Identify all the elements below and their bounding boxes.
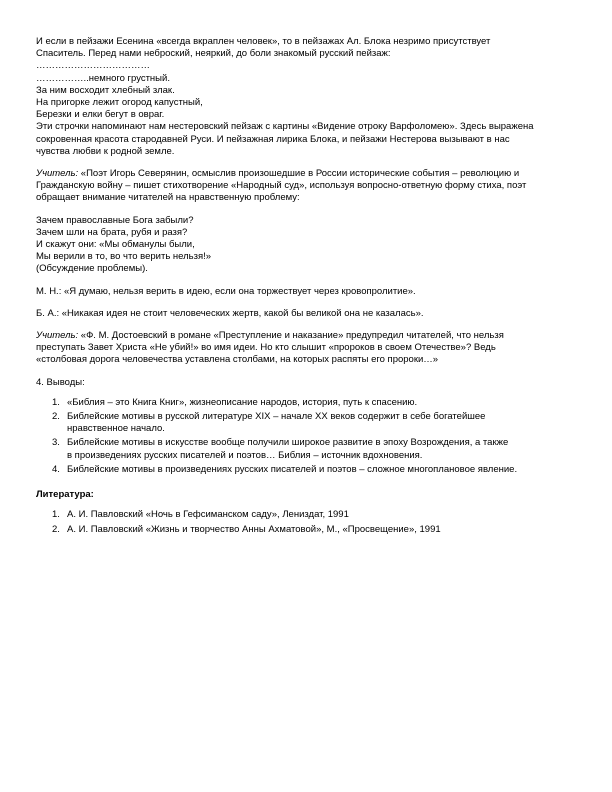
- intro-paragraph: [36, 36, 576, 158]
- list-item: [36, 437, 576, 461]
- list-item: [36, 411, 576, 435]
- poem-line: Зачем православные Бога забыли?: [36, 214, 194, 226]
- mn-statement: М. Н.: «Я думаю, нельзя верить в идею, если она торжествует через кровопролитие».: [36, 285, 416, 297]
- list-text: Библейские мотивы в произведениях русских писателей и поэтов – сложное многоплановое явление.: [67, 463, 518, 475]
- list-number: 1.: [52, 509, 60, 521]
- document-page: [36, 36, 576, 538]
- list-number: 2.: [52, 523, 60, 535]
- poem-block: [36, 215, 576, 276]
- literature-title: Литература:: [36, 489, 94, 501]
- text-line: ……………..немного грустный.: [36, 72, 170, 84]
- poem-line: (Обсуждение проблемы).: [36, 263, 148, 275]
- ba-statement: Б. А.: «Никакая идея не стоит человеческих жертв, какой бы великой она не казалась».: [36, 307, 424, 319]
- list-text: нравственное начало.: [67, 423, 165, 435]
- conclusions-list: [36, 397, 576, 476]
- list-item: [36, 524, 576, 536]
- list-item: [36, 464, 576, 476]
- text-line: преступать Завет Христа «Не убий!» во имя идеи. Но кто слышит «пророков в своем Отечестве»? Ведь: [36, 342, 496, 354]
- list-number: 2.: [52, 411, 60, 423]
- list-text: Библейские мотивы в русской литературе XIX – начале XX веков содержит в себе богатейшее: [67, 411, 486, 423]
- text-line: И если в пейзажи Есенина «всегда вкраплен человек», то в пейзажах Ал. Блока незримо присутствует: [36, 36, 491, 47]
- list-text: «Библия – это Книга Книг», жизнеописание народов, история, путь к спасению.: [67, 396, 418, 408]
- text-line: обращает внимание читателей на нравственную проблему:: [36, 192, 300, 204]
- text-line: Эти строчки напоминают нам нестеровский пейзаж с картины «Видение отроку Варфоломею». Здесь выражена: [36, 121, 534, 133]
- text-line: сокровенная красота стародавней Руси. И пейзажная лирика Блока, и пейзажи Нестерова вызывают в нас: [36, 133, 510, 145]
- text-line: «столбовая дорога человечества уставлена столбами, на которых распяты его пророки…»: [36, 354, 439, 366]
- teacher-paragraph-2: [36, 330, 576, 367]
- conclusions-title: 4. Выводы:: [36, 376, 85, 388]
- list-text: А. И. Павловский «Жизнь и творчество Анны Ахматовой», М., «Просвещение», 1991: [67, 523, 441, 535]
- list-text: А. И. Павловский «Ночь в Гефсиманском саду», Лениздат, 1991: [67, 509, 349, 521]
- list-item: [36, 397, 576, 409]
- text-line: Гражданскую войну – пишет стихотворение «Народный суд», используя вопросно-ответную форму стиха, поэт: [36, 180, 527, 192]
- list-text: в произведениях русских писателей и поэтов… Библия – источник вдохновения.: [67, 449, 423, 461]
- speaker-label: Учитель:: [36, 330, 79, 342]
- list-item: [36, 509, 576, 521]
- speaker-label: Учитель:: [36, 168, 79, 180]
- text-line: чувства любви к родной земле.: [36, 145, 175, 157]
- teacher-paragraph-1: [36, 168, 576, 205]
- list-number: 3.: [52, 437, 60, 449]
- list-number: 1.: [52, 396, 60, 408]
- poem-line: Зачем шли на брата, рубя и разя?: [36, 226, 188, 238]
- text-line: Березки и елки бегут в овраг.: [36, 109, 165, 121]
- text-line: ………………………………: [36, 60, 150, 72]
- text-line: На пригорке лежит огород капустный,: [36, 97, 203, 109]
- literature-list: [36, 509, 576, 535]
- poem-line: Мы верили в то, во что верить нельзя!»: [36, 251, 212, 263]
- list-text: Библейские мотивы в искусстве вообще получили широкое развитие в эпоху Возрождения, а также: [67, 437, 509, 449]
- list-number: 4.: [52, 463, 60, 475]
- text-line: Спаситель. Перед нами неброский, неяркий, до боли знакомый русский пейзаж:: [36, 48, 391, 60]
- text-line: «Поэт Игорь Северянин, осмыслив произошедшие в России исторические события – революцию и: [78, 168, 520, 180]
- poem-line: И скажут они: «Мы обманулы были,: [36, 239, 195, 251]
- text-line: «Ф. М. Достоевский в романе «Преступление и наказание» предупредил читателей, что нельзя: [78, 330, 504, 342]
- text-line: За ним восходит хлебный злак.: [36, 84, 175, 96]
